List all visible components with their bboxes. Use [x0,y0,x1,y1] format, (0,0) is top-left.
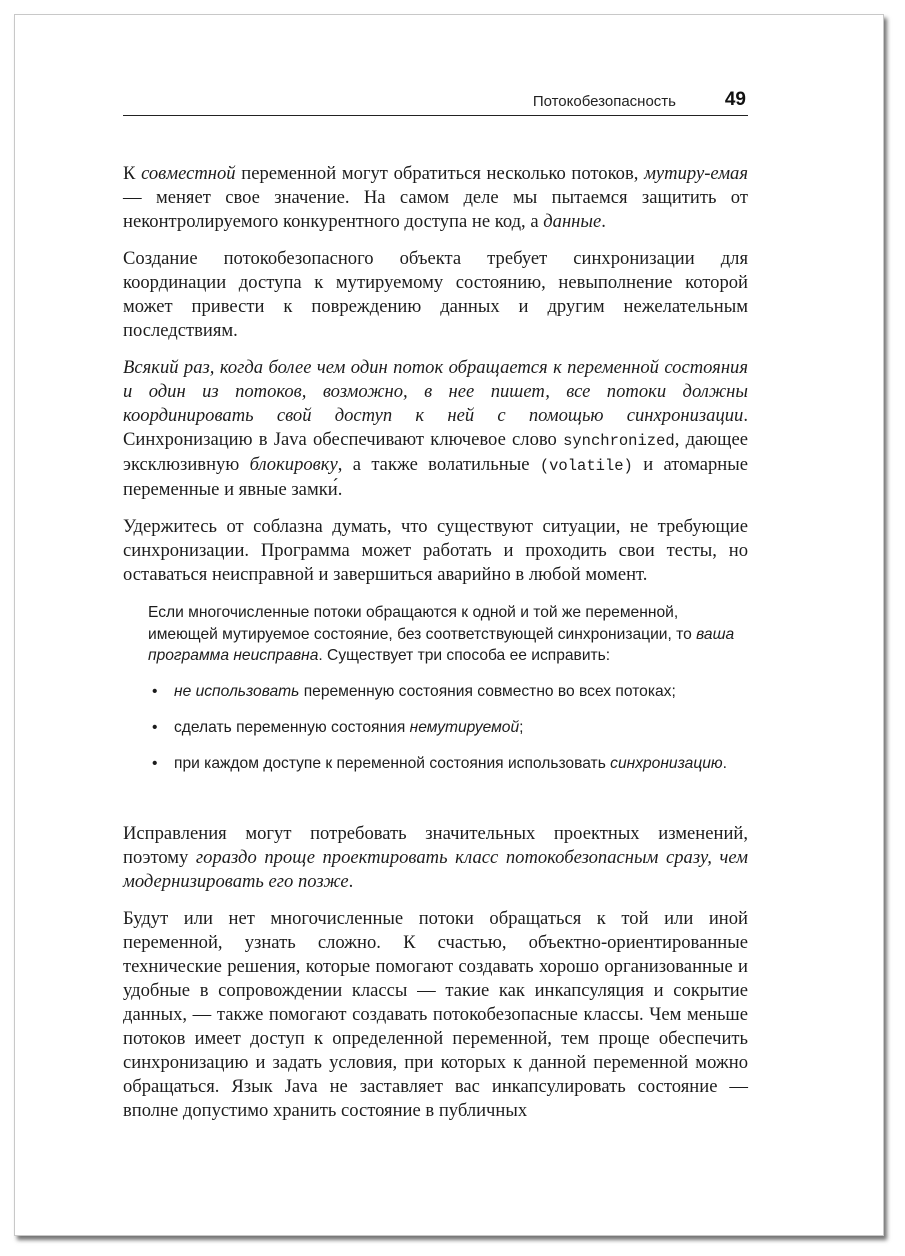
note-list [148,681,748,775]
bullet-icon: • [152,718,158,736]
list-item [148,681,748,703]
text: . Существует три способа ее исправить: [318,647,611,664]
emphasis: Всякий раз, когда более чем один поток обращается к переменной состояния и один из потоков, возможно, в нее пишет, все потоки должны координировать свой доступ к ней с помощью синхронизации [123,357,748,426]
text: переменной могут обратиться несколько потоков, [235,163,645,184]
paragraph-6: Будут или нет многочисленные потоки обращаться к той или иной переменной, узнать сложно. К счастью, объектно-ориентированные технические решения, которые помогают создавать хорошо организованные и удобные в сопровождении классы — такие как инкапсуляция и сокрытие данных, — также помогают создавать потокобезопасные классы. Чем меньше потоков имеет доступ к определенной переменной, тем проще обеспечить синхронизацию и задать условия, при которых к данной переменной можно обращаться. Язык Java не заставляет вас инкапсулировать состояние — вполне допустимо хранить состояние в публичных [123,908,748,1121]
text: ; [519,718,524,736]
list-item [148,753,748,775]
text: и атомарные переменные и явные замки́. [123,454,748,500]
text: . [601,211,606,232]
text: при каждом доступе к переменной состояния использовать [174,754,611,772]
text: К [123,163,142,184]
text: . Синхронизацию в Java обеспечивают ключевое слово [123,405,748,450]
text: , а также волатильные [337,454,540,475]
bullet-icon: • [152,754,158,772]
text: . [348,871,354,892]
emphasis: мутиру-емая [644,163,748,184]
text: Если многочисленные потоки обращаются к одной и той же переменной, имеющей мутируемое состояние, без соответствующей синхронизации, то [148,604,697,643]
text: сделать переменную состояния [174,718,410,736]
emphasis: немутируемой [409,718,520,736]
emphasis: блокировку [249,454,338,475]
bullet-icon: • [152,682,158,700]
text: . [722,754,728,772]
emphasis: совместной [141,163,236,184]
text: переменную состояния совместно во всех потоках; [299,682,676,700]
page-number: 49 [724,89,746,110]
paragraph-5 [123,822,748,894]
paragraph-3 [123,356,748,502]
paragraph-4: Удержитесь от соблазна думать, что существуют ситуации, не требующие синхронизации. Программа может работать и проходить свои тесты, но оставаться неисправной и завершиться аварийно в любой момент. [123,516,748,585]
list-item [148,717,748,739]
code-keyword: (volatile) [539,457,633,475]
code-keyword: synchronized [563,432,675,450]
page-header [123,89,748,116]
running-title: Потокобезопасность [532,93,676,110]
emphasis: не использовать [174,682,300,700]
text: , дающее эксклюзивную [123,429,748,475]
emphasis: гораздо проще проектировать класс потокобезопасным сразу, чем модернизировать его позже [123,847,748,892]
text: Исправления могут потребовать значительных проектных изменений, поэтому [123,823,748,868]
emphasis: ваша программа неисправна [148,625,735,664]
text: — меняет свое значение. На самом деле мы пытаемся защитить от неконтролируемого конкурентного доступа не код, а [123,187,748,232]
emphasis: синхронизацию [610,754,723,772]
note-intro [148,602,748,667]
paragraph-2: Создание потокобезопасного объекта требует синхронизации для координации доступа к мутируемому состоянию, невыполнение которой может привести к повреждению данных и другим нежелательным последствиям. [123,248,748,341]
body-text-top [123,162,748,600]
emphasis: данные [543,211,602,232]
paragraph-1 [123,162,748,234]
body-text-bottom [123,822,748,1136]
note-box [148,602,748,789]
